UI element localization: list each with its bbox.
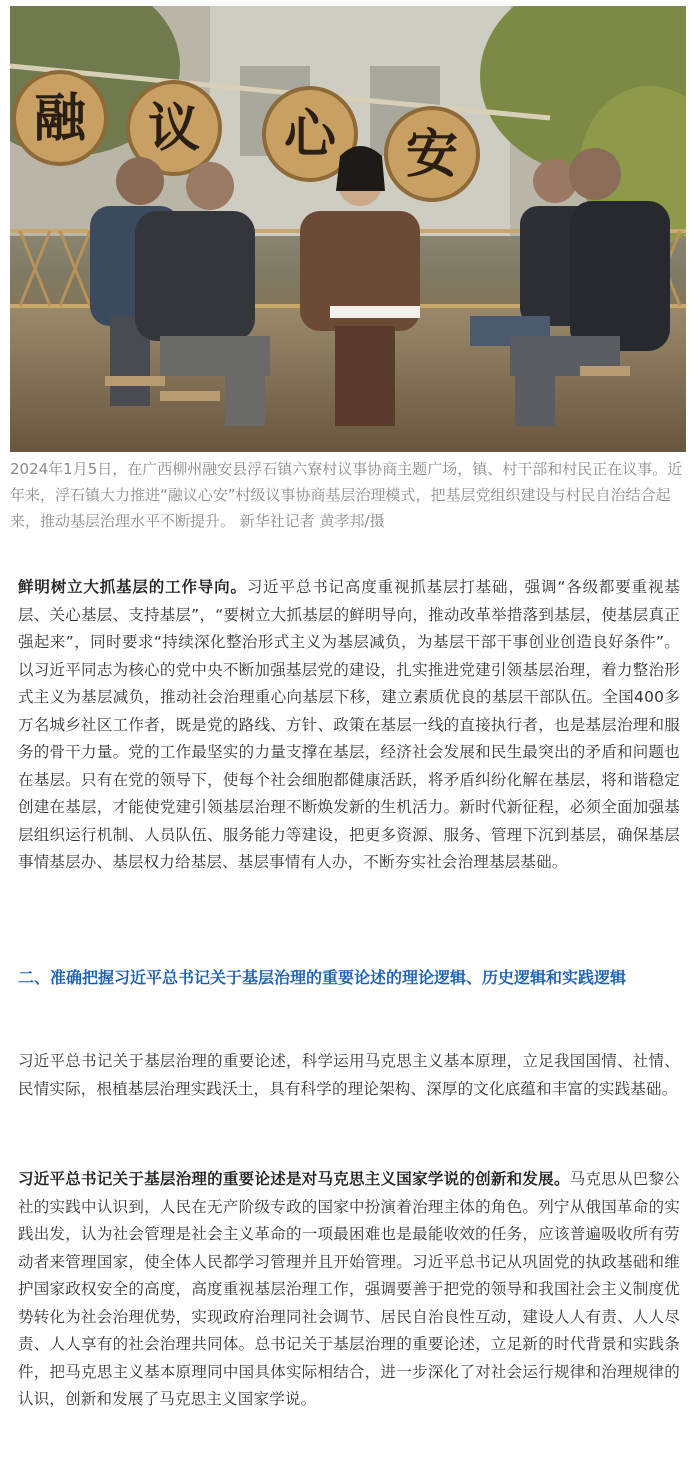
- paragraph-intro-section-2: 习近平总书记关于基层治理的重要论述，科学运用马克思主义基本原理，立足我国国情、社情、民情实际，根植基层治理实践沃土，具有科学的理论架构、深厚的文化底蕴和丰富的实践基础。: [18, 1052, 680, 1098]
- paragraph-lead: 鲜明树立大抓基层的工作导向。: [18, 578, 247, 596]
- section-heading-2: 二、准确把握习近平总书记关于基层治理的重要论述的理论逻辑、历史逻辑和实践逻辑: [18, 968, 627, 987]
- sign-char-3: 心: [283, 104, 337, 165]
- paragraph-grassroots-orientation: [18, 574, 680, 877]
- sign-char-2: 议: [147, 98, 201, 159]
- sign-char-1: 融: [33, 88, 87, 149]
- paragraph-text: 习近平总书记高度重视抓基层打基础，强调“各级都要重视基层、关心基层、支持基层”，“要树立大抓基层的鲜明导向，推动改革举措落到基层，使基层真正强起来”，同时要求“持续深化整治形式主义为基层减负，为基层干部干事创业创造良好条件”。以习近平同志为核心的党中央不断加强基层党的建设，扎实推进党建引领基层治理，着力整治形式主义为基层减负，推动社会治理重心向基层下移，建立素质优良的基层干部队伍。全国400多万名城乡社区工作者，既是党的路线、方针、政策在基层一线的直接执行者，也是基层治理和服务的骨干力量。党的工作最坚实的力量支撑在基层，经济社会发展和民生最突出的矛盾和问题也在基层。只有在党的领导下，使每个社会细胞都健康活跃，将矛盾纠纷化解在基层，将和谐稳定创建在基层，才能使党建引领基层治理不断焕发新的生机活力。新时代新征程，必须全面加强基层组织运行机制、人员队伍、服务能力等建设，把更多资源、服务、管理下沉到基层，确保基层事情基层办、基层权力给基层、基层事情有人办，不断夯实社会治理基层基础。: [18, 578, 680, 871]
- photo-caption: 2024年1月5日，在广西柳州融安县浮石镇六寮村议事协商主题广场，镇、村干部和村民正在议事。近年来，浮石镇大力推进“融议心安”村级议事协商基层治理模式，把基层党组织建设与村民自治结合起来，推动基层治理水平不断提升。 新华社记者 黄孝邦/摄: [10, 460, 683, 530]
- news-photo: [10, 6, 686, 452]
- paragraph-marxist-state-theory: [18, 1166, 680, 1414]
- paragraph-text: 马克思从巴黎公社的实践中认识到，人民在无产阶级专政的国家中扮演着治理主体的角色。列宁从俄国革命的实践出发，认为社会管理是社会主义革命的一项最困难也是最能收效的任务，应该普遍吸收所有劳动者来管理国家，使全体人民都学习管理并且开始管理。习近平总书记从巩固党的执政基础和维护国家政权安全的高度，高度重视基层治理工作，强调要善于把党的领导和我国社会主义制度优势转化为社会治理优势，实现政府治理同社会调节、居民自治良性互动，建设人人有责、人人尽责、人人享有的社会治理共同体。总书记关于基层治理的重要论述，立足新的时代背景和实践条件，把马克思主义基本原理同中国具体实际相结合，进一步深化了对社会运行规律和治理规律的认识，创新和发展了马克思主义国家学说。: [18, 1170, 680, 1408]
- sign-char-4: 安: [405, 124, 459, 185]
- paragraph-lead: 习近平总书记关于基层治理的重要论述是对马克思主义国家学说的创新和发展。: [18, 1170, 570, 1188]
- photo-illustration: [10, 6, 686, 452]
